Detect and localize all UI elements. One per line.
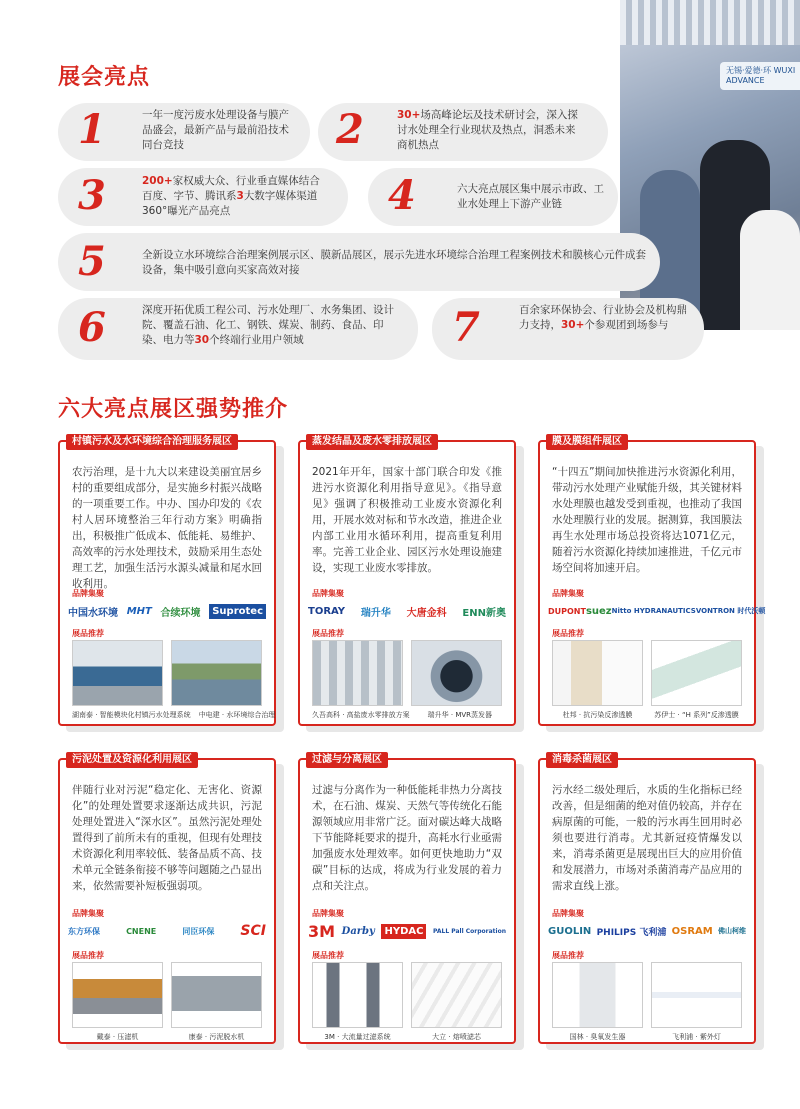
product-caption: 杜邦 · 抗污染反渗透膜: [562, 711, 633, 719]
zone-card-membrane: [538, 436, 766, 726]
brands-label: 品牌集聚: [552, 909, 584, 918]
brand-logo: HYDAC: [381, 924, 426, 939]
zone-description: 污水经二级处理后，水质的生化指标已经改善，但是细菌的绝对值仍较高，并存在病原菌的可能，一般的污水再生回用时必须也要进行消毒。尤其新冠疫情爆发以来，消毒杀菌更是展现出巨大的应用价值和发展潜力，市场对杀菌消毒产品应用的需求直线上涨。: [552, 784, 742, 892]
brand-logo: 中国水环境: [68, 607, 118, 619]
zone-card-village: [58, 436, 276, 726]
highlight-number: 5: [78, 238, 106, 285]
products-label: 展品推荐: [312, 951, 344, 960]
brand-logo: Darby: [341, 925, 375, 937]
product-caption: 康泰 · 污泥脱水机: [188, 1033, 245, 1041]
product-image-module: [72, 640, 163, 706]
zone-title: 消毒杀菌展区: [546, 752, 618, 768]
brand-logo: Suprotec: [209, 604, 266, 619]
product-image-dewatering: [171, 962, 262, 1028]
booth-banner: 无锡·爱德·环 WUXI ADVANCE: [720, 62, 800, 90]
product-caption: 久吾高科 · 高盐废水零排放方案: [312, 711, 410, 719]
products-label: 展品推荐: [312, 629, 344, 638]
product-image-h-series: [651, 640, 742, 706]
zone-card-sludge: [58, 754, 276, 1044]
product-image-evaporator: [411, 640, 502, 706]
highlight-text-part: 百余家环保协会、行业协会及机构鼎力支持，: [519, 304, 687, 331]
highlight-emphasis: 3: [236, 190, 244, 202]
brand-logo: 3M: [308, 921, 336, 941]
zone-card-disinfection: [538, 754, 756, 1044]
highlight-number: 6: [78, 304, 106, 351]
highlight-text: 全新设立水环境综合治理案例展示区、膜新品展区，展示先进水环境综合治理工程案例技术和膜核心元件成套设备，集中吸引意向买家高效对接: [142, 249, 646, 276]
brand-logo: CNENE: [126, 926, 157, 936]
highlight-text: [142, 174, 327, 219]
zone-description: “十四五”期间加快推进污水资源化利用，带动污水处理产业赋能升级，其关键材料水处理膜也越发受到重视，也推动了我国水处理膜行业的发展。据测算，我国膜法再生水处理市场总投资将达1071亿元，随着污水资源化持续加速推进，千亿元市场空间将加速开启。: [552, 466, 742, 574]
highlight-number: 2: [336, 106, 364, 153]
highlight-number: 3: [78, 172, 106, 219]
highlight-emphasis: 30: [194, 334, 210, 346]
brand-logo: 东方环保: [68, 926, 100, 936]
brand-logo: OSRAM: [671, 925, 713, 937]
product-caption: 飞利浦 · 紫外灯: [672, 1033, 721, 1041]
products-label: 展品推荐: [552, 951, 584, 960]
product-caption: 大立 · 熔喷滤芯: [432, 1033, 481, 1041]
highlight-text: 一年一度污废水处理设备与膜产品盛会，最新产品与最前沿技术同台竞技: [142, 109, 289, 151]
highlight-emphasis: 30+: [397, 109, 421, 121]
product-image-river: [171, 640, 262, 706]
brand-logo: 合续环境: [160, 607, 201, 619]
zone-title: 过滤与分离展区: [306, 752, 388, 768]
brand-logo: TORAY: [308, 605, 346, 617]
highlight-number: 4: [388, 172, 416, 219]
product-caption: 湖南泰 · 智能模块化村镇污水处理系统: [72, 711, 191, 719]
brands-label: 品牌集聚: [312, 589, 344, 598]
product-caption: 3M · 大流量过滤系统: [324, 1033, 391, 1041]
brand-logo: Nitto HYDRANAUTICS: [611, 607, 696, 615]
brand-logo: PHILIPS 飞利浦: [596, 927, 667, 938]
product-caption: 中电建 · 水环境综合治理: [198, 711, 276, 719]
products-label: 展品推荐: [72, 629, 104, 638]
product-image-ro-membrane: [552, 640, 643, 706]
product-caption: 国林 · 臭氧发生器: [569, 1033, 626, 1041]
brand-logo: suez: [585, 605, 612, 617]
visitor-figure: [740, 210, 800, 330]
zone-description: 农污治理，是十九大以来建设美丽宜居乡村的重要组成部分，是实施乡村振兴战略的一项重要工作。中办、国办印发的《农村人居环境整治三年行动方案》明确指出，积极推广低成本、低能耗、易维护、高效率的污水处理技术，鼓励采用生态处理工艺，加强生活污水源头减量和尾水回收利用。: [72, 466, 262, 590]
highlight-text: [519, 303, 689, 333]
brands-label: 品牌集聚: [312, 909, 344, 918]
zone-title: 污泥处置及资源化利用展区: [66, 752, 198, 768]
brand-logo: VONTRON 时代沃顿: [695, 607, 766, 615]
product-image-filter-system: [312, 962, 403, 1028]
product-caption: 瑞升华 · MVR蒸发器: [427, 711, 493, 719]
highlight-text: [397, 108, 582, 153]
highlight-number: 1: [78, 106, 106, 153]
section-title-zones: 六大亮点展区强势推介: [58, 397, 289, 422]
product-image-plant: [312, 640, 403, 706]
products-label: 展品推荐: [552, 629, 584, 638]
highlight-text-part: 场高峰论坛及技术研讨会，深入探讨水处理全行业现状及热点，洞悉未来商机热点: [397, 109, 578, 151]
highlight-emphasis: 30+: [561, 319, 585, 331]
brand-logo: PALL Pall Corporation: [433, 927, 506, 935]
highlight-emphasis: 200+: [142, 175, 173, 187]
highlight-text-part: 大数字媒体渠道360°曝光产品亮点: [142, 190, 318, 217]
products-label: 展品推荐: [72, 951, 104, 960]
zone-description: 2021年开年，国家十部门联合印发《推进污水资源化利用指导意见》。《指导意见》强调了积极推动工业废水资源化利用，开展水效对标和节水改造，推进企业内部工业用水循环利用，提高重复利用率。完善工业企业、园区污水处理设施建设，实现工业废水零排放。: [312, 466, 502, 574]
brand-logo: 佛山柯维: [717, 927, 746, 935]
brand-logo: MHT: [126, 605, 152, 617]
highlight-number: 7: [452, 304, 480, 351]
brand-logo: ENN新奥: [462, 607, 506, 619]
zone-card-evaporation: [298, 436, 516, 726]
brand-logo: GUOLIN: [548, 925, 592, 937]
product-image-ozone: [552, 962, 643, 1028]
zone-title: 村镇污水及水环境综合治理服务展区: [66, 434, 238, 450]
highlight-text-part: 家权威大众、行业垂直媒体结合百度、字节、腾讯系: [142, 175, 320, 202]
zone-card-filtration: [298, 754, 516, 1044]
brand-logo: SCI: [240, 923, 266, 939]
section-title-highlights: 展会亮点: [58, 65, 151, 90]
zone-title: 膜及膜组件展区: [546, 434, 628, 450]
zone-description: 伴随行业对污泥“稳定化、无害化、资源化”的处理处置要求逐渐达成共识，污泥处理处置进入“深水区”。虽然污泥处理处置得到了前所未有的重视，但现有处理技术资源化利用率较低、装备品质不高、技术单元全链条衔接不够等问题随之凸显出来，依然需要补短板强弱项。: [72, 784, 262, 892]
brands-label: 品牌集聚: [72, 589, 104, 598]
product-image-filter-cartridge: [411, 962, 502, 1028]
highlight-text: [142, 303, 404, 348]
zone-description: 过滤与分离作为一种低能耗非热力分离技术，在石油、煤炭、天然气等传统化石能源领域应用非常广泛。面对碳达峰大战略下节能降耗要求的提升，高耗水行业亟需加强废水处理效率。如何更快地助力“双碳”目标的达成，将成为行业发展的着力点和关注点。: [312, 784, 502, 892]
brand-logo: 同臣环保: [182, 926, 215, 936]
brands-label: 品牌集聚: [552, 589, 584, 598]
highlight-text-part: 个参观团到场参与: [584, 319, 669, 331]
zone-title: 蒸发结晶及废水零排放展区: [306, 434, 438, 450]
highlight-text-part: 个终端行业用户领域: [209, 334, 304, 346]
product-caption: 戴泰 · 压滤机: [96, 1033, 139, 1041]
brands-label: 品牌集聚: [72, 909, 104, 918]
product-caption: 苏伊士 · “H 系列”反渗透膜: [654, 711, 739, 719]
highlight-text-part: 深度开拓优质工程公司、污水处理厂、水务集团、设计院、覆盖石油、化工、钢铁、煤炭、制药、食品、印染、电力等: [142, 304, 394, 346]
ceiling-lights: [620, 0, 800, 45]
highlight-text: 六大亮点展区集中展示市政、工业水处理上下游产业链: [457, 183, 604, 210]
brand-logo: DUPONT: [548, 606, 586, 616]
brand-logo: 大唐金科: [406, 607, 447, 619]
product-image-uv-lamp: [651, 962, 742, 1028]
product-image-filter-press: [72, 962, 163, 1028]
brand-logo: 瑞升华: [360, 607, 391, 619]
